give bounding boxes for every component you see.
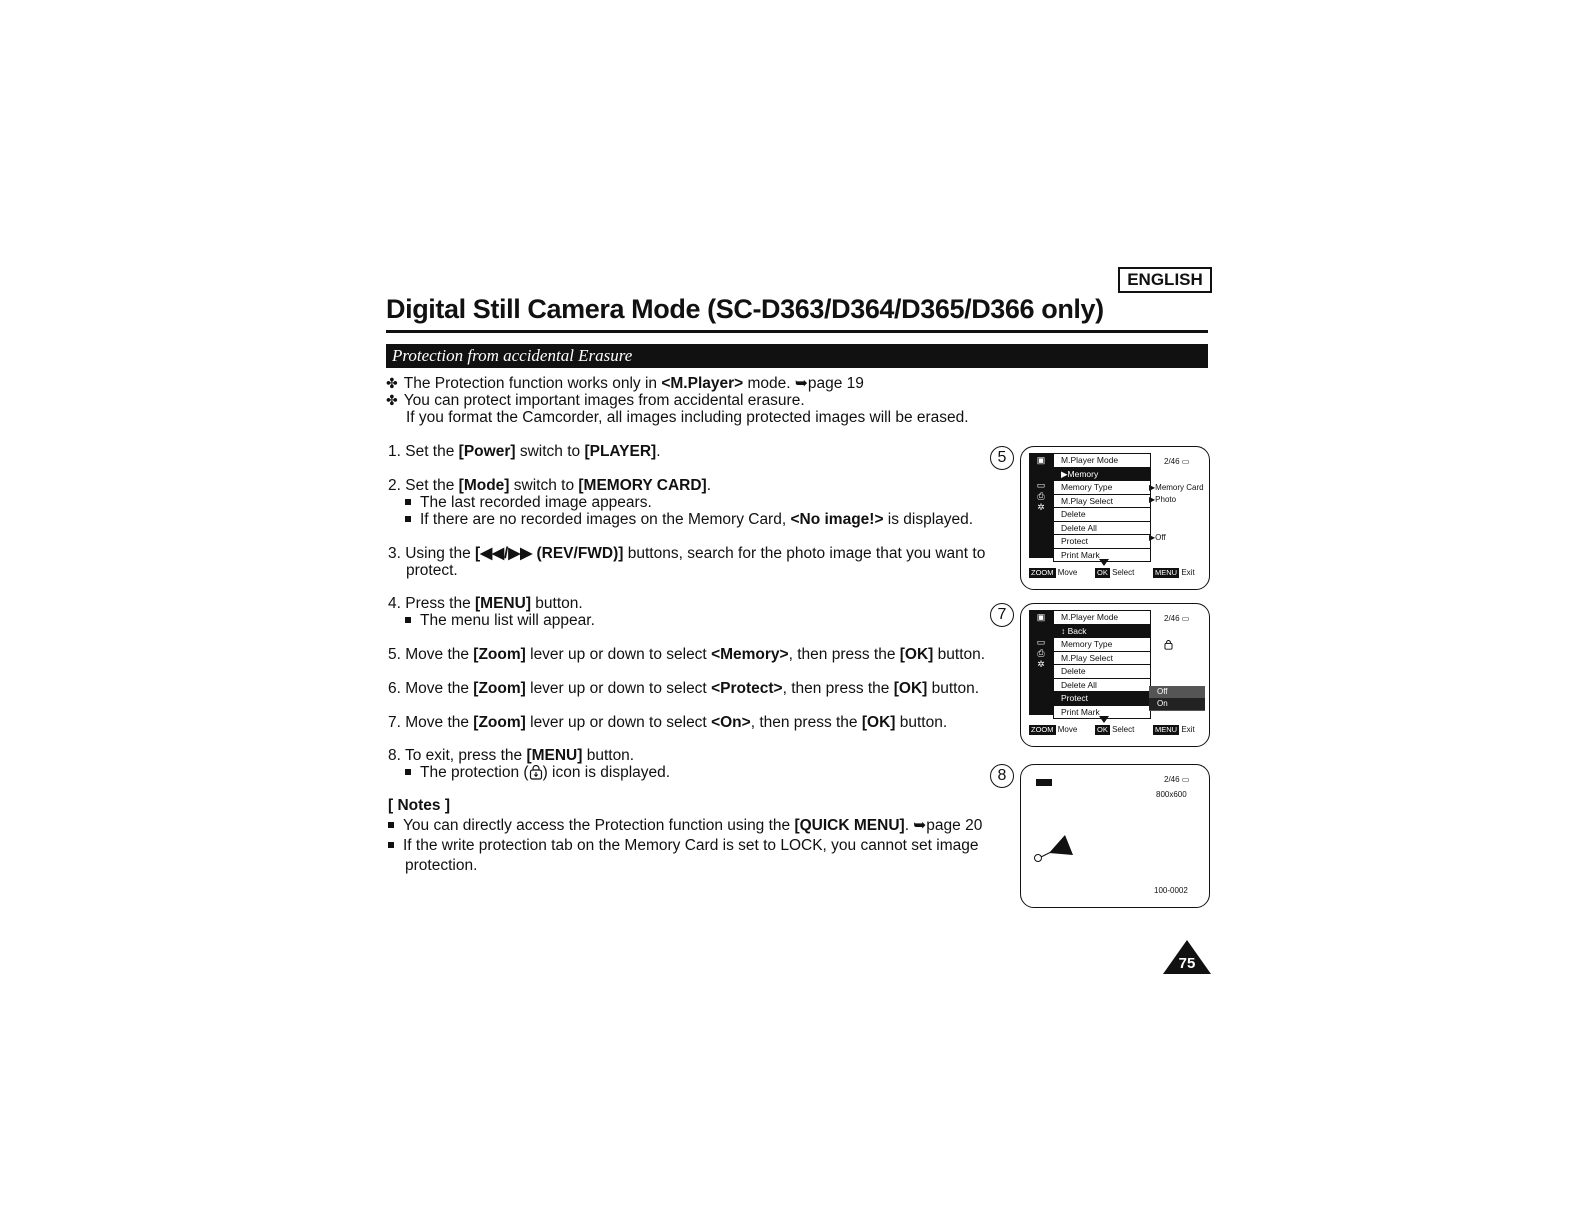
camcorder-screen-step8 <box>1020 764 1210 908</box>
step-2: 2. Set the [Mode] switch to [MEMORY CARD]. <box>388 477 712 494</box>
clover-bullet-icon: ✤ <box>386 375 398 391</box>
menu-item[interactable]: Delete <box>1054 665 1150 679</box>
intro-line-2: ✤ You can protect important images from accidental erasure. <box>386 392 805 409</box>
step-3-line-2: protect. <box>406 562 458 579</box>
memory-type-value: ▶Memory Card <box>1149 483 1204 492</box>
menu-item-selected[interactable]: Protect <box>1054 692 1150 706</box>
footer-select: OK Select <box>1097 568 1135 577</box>
memory-card-icon: ▭ <box>1036 480 1046 490</box>
intro-line-1: ✤ The Protection function works only in <M.Player> mode. ➥page 19 <box>386 375 864 392</box>
page-title: Digital Still Camera Mode (SC-D363/D364/D365/D366 only) <box>386 294 1104 324</box>
step-1: 1. Set the [Power] switch to [PLAYER]. <box>388 443 661 460</box>
menu-item[interactable]: Delete <box>1054 508 1150 522</box>
intro-line-3: If you format the Camcorder, all images including protected images will be erased. <box>406 409 969 426</box>
image-counter: 2/46 ▭ <box>1164 775 1190 784</box>
step-6: 6. Move the [Zoom] lever up or down to select <Protect>, then press the [OK] button. <box>388 680 980 697</box>
menu-item[interactable]: M.Play Select <box>1054 652 1150 666</box>
menu-item-selected[interactable]: ▶Memory <box>1054 468 1150 482</box>
menu-item[interactable]: Print Mark <box>1054 549 1150 563</box>
step-number-badge: 5 <box>990 446 1014 470</box>
mplay-select-value: ▶Photo <box>1149 495 1177 504</box>
camcorder-screen-step7 <box>1020 603 1210 747</box>
camcorder-screen-step5 <box>1020 446 1210 590</box>
step-2-bullet-2: If there are no recorded images on the Memory Card, <No image!> is displayed. <box>405 511 973 529</box>
note-2: If the write protection tab on the Memory Card is set to LOCK, you cannot set image <box>388 837 979 855</box>
menu-list <box>1053 610 1151 719</box>
section-title: Protection from accidental Erasure <box>392 346 633 365</box>
print-icon: ⎙ <box>1037 648 1045 658</box>
battery-icon <box>1036 779 1052 786</box>
language-label: ENGLISH <box>1118 267 1212 293</box>
notes-heading: [ Notes ] <box>388 797 450 814</box>
image-counter: 2/46 ▭ <box>1164 457 1190 466</box>
menu-list <box>1053 453 1151 562</box>
step-5: 5. Move the [Zoom] lever up or down to select <Memory>, then press the [OK] button. <box>388 646 986 663</box>
square-bullet-icon <box>388 822 394 828</box>
menu-item[interactable]: Memory Type <box>1054 481 1150 495</box>
footer-move: ZOOM Move <box>1031 568 1078 577</box>
protect-value: ▶Off <box>1149 533 1166 542</box>
square-bullet-icon <box>405 499 411 505</box>
protect-indicator-icon <box>1033 833 1075 865</box>
menu-item[interactable]: Print Mark <box>1054 706 1150 720</box>
step-4: 4. Press the [MENU] button. <box>388 595 583 612</box>
step-3: 3. Using the [◀◀/▶▶ (REV/FWD)] buttons, search for the photo image that you want to <box>388 545 986 562</box>
step-4-bullet-1: The menu list will appear. <box>405 612 595 630</box>
step-7: 7. Move the [Zoom] lever up or down to select <On>, then press the [OK] button. <box>388 714 948 731</box>
note-1: You can directly access the Protection function using the [QUICK MENU]. ➥page 20 <box>388 817 982 835</box>
title-divider <box>386 330 1208 333</box>
step-number-badge: 8 <box>990 764 1014 788</box>
menu-icon-sidebar <box>1029 453 1053 558</box>
step-8-bullet-1: The protection ( ) icon is displayed. <box>405 764 670 782</box>
square-bullet-icon <box>405 516 411 522</box>
square-bullet-icon <box>405 617 411 623</box>
settings-icon: ✲ <box>1037 659 1045 669</box>
camera-mode-icon: ▣ <box>1036 455 1046 465</box>
option-off[interactable]: Off <box>1157 687 1168 696</box>
camera-mode-icon: ▣ <box>1036 612 1046 622</box>
scroll-down-arrow-icon <box>1099 716 1109 723</box>
print-icon: ⎙ <box>1037 491 1045 501</box>
note-2-line-2: protection. <box>405 857 478 874</box>
menu-icon-sidebar <box>1029 610 1053 715</box>
step-number-badge: 7 <box>990 603 1014 627</box>
clover-bullet-icon: ✤ <box>386 392 398 408</box>
memory-card-icon: ▭ <box>1036 637 1046 647</box>
footer-move: ZOOM Move <box>1031 725 1078 734</box>
image-counter: 2/46 ▭ <box>1164 614 1190 623</box>
menu-item[interactable]: Protect <box>1054 535 1150 549</box>
file-number: 100-0002 <box>1154 886 1188 895</box>
protect-lock-icon <box>1164 640 1173 650</box>
page-number: 75 <box>1178 955 1196 972</box>
menu-item[interactable]: M.Play Select <box>1054 495 1150 509</box>
protect-option-list <box>1149 686 1205 711</box>
menu-item[interactable]: Delete All <box>1054 522 1150 536</box>
square-bullet-icon <box>405 769 411 775</box>
menu-item[interactable]: Delete All <box>1054 679 1150 693</box>
image-resolution: 800x600 <box>1156 790 1187 799</box>
step-8: 8. To exit, press the [MENU] button. <box>388 747 635 764</box>
menu-item[interactable]: Memory Type <box>1054 638 1150 652</box>
option-on[interactable]: On <box>1149 698 1205 710</box>
menu-item-back[interactable]: ↕ Back <box>1054 625 1150 639</box>
scroll-down-arrow-icon <box>1099 559 1109 566</box>
footer-exit: MENU Exit <box>1155 568 1195 577</box>
footer-exit: MENU Exit <box>1155 725 1195 734</box>
settings-icon: ✲ <box>1037 502 1045 512</box>
protect-lock-icon <box>529 765 543 780</box>
square-bullet-icon <box>388 842 394 848</box>
menu-item[interactable]: M.Player Mode <box>1054 611 1150 625</box>
step-2-bullet-1: The last recorded image appears. <box>405 494 652 512</box>
footer-select: OK Select <box>1097 725 1135 734</box>
section-header-bar <box>386 344 1208 368</box>
menu-item[interactable]: M.Player Mode <box>1054 454 1150 468</box>
